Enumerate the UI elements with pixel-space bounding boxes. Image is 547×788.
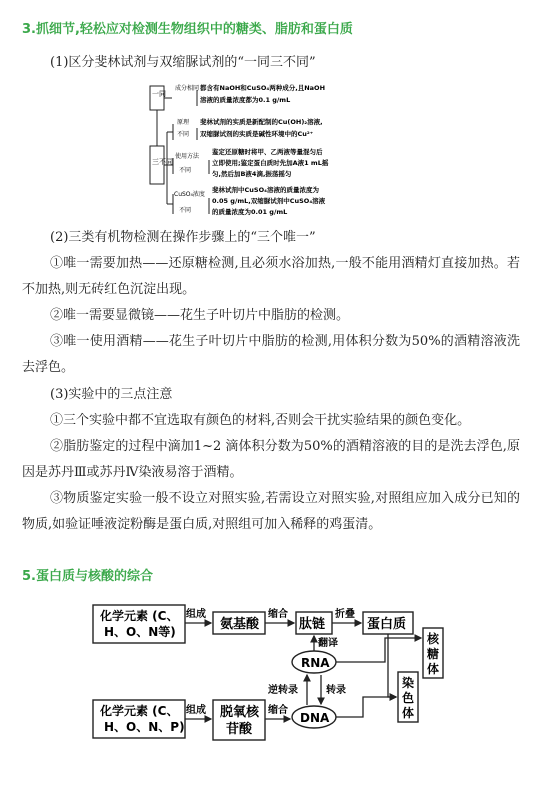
deoxy-line1: 脱氧核 [220, 705, 260, 720]
principle-label: 原理 [177, 119, 190, 126]
elem1-line2: H、O、N等) [104, 625, 176, 639]
method-text-1: 鉴定还原糖时将甲、乙两液等量混匀后 [212, 148, 323, 156]
p2-item-c: ③唯一使用酒精——花生子叶切片中脂肪的检测,用体积分数为50%的酒精溶液洗去浮色。 [22, 334, 520, 375]
reverse-transcribe-label: 逆转录 [268, 685, 298, 696]
conc-label: CuSO₄浓度 [174, 191, 205, 198]
transcribe-label: 转录 [326, 685, 346, 696]
elem2-line1: 化学元素 (C、 [100, 704, 179, 718]
elem1-line1: 化学元素 (C、 [100, 609, 179, 623]
fold-label: 折叠 [335, 609, 355, 620]
condense-label-1: 缩合 [268, 609, 288, 620]
dna: DNA [300, 711, 330, 725]
peptide-chain: 肽链 [299, 617, 326, 632]
chromosome-char-1: 染 [402, 676, 415, 690]
section5-title: 5.蛋白质与核酸的综合 [22, 569, 153, 584]
conc-text-1: 斐林试剂中CuSO₄溶液的质量浓度为 [212, 186, 319, 194]
conc-diff: 不同 [179, 207, 192, 214]
p3-item-b: ②脂肪鉴定的过程中滴加1~2 滴体积分数为50%的酒精溶液的目的是洗去浮色,原因是苏丹Ⅲ或苏丹Ⅳ染液易溶于酒精。 [22, 439, 520, 480]
ribosome-char-2: 糖 [427, 647, 440, 661]
deoxy-line2: 苷酸 [226, 722, 253, 737]
form-label-1: 组成 [186, 609, 206, 620]
elem2-line2: H、O、N、P) [104, 720, 185, 734]
condense-label-2: 缩合 [268, 705, 288, 716]
protein-nucleic-diagram [88, 600, 458, 750]
one-same-label: 一同 [152, 90, 166, 98]
form-label-2: 组成 [186, 705, 206, 716]
amino-acid: 氨基酸 [220, 617, 260, 632]
same-text-1: 都含有NaOH和CuSO₄两种成分,且NaOH [200, 84, 326, 92]
principle-text-2: 双缩脲试剂的实质是碱性环境中的Cu²⁺ [200, 130, 314, 138]
method-label: 使用方法 [175, 153, 200, 160]
chromosome-char-3: 体 [402, 706, 415, 720]
ribosome-char-1: 核 [427, 632, 440, 646]
three-diff-label: 三不同 [152, 158, 173, 166]
principle-text-1: 斐林试剂的实质是新配制的Cu(OH)₂溶液, [200, 118, 323, 126]
p2-item-a: ①唯一需要加热——还原糖检测,且必须水浴加热,一般不能用酒精灯直接加热。若不加热,则无砖红色沉淀出现。 [22, 256, 520, 297]
rna: RNA [301, 656, 330, 670]
conc-text-2: 0.05 g/mL,双缩脲试剂中CuSO₄溶液 [212, 197, 326, 205]
same-label: 成分相同 [175, 85, 200, 92]
method-diff: 不同 [179, 167, 192, 174]
same-text-2: 溶液的质量浓度都为0.1 g/mL [200, 96, 291, 104]
section3-title: 3.抓细节,轻松应对检测生物组织中的糖类、脂肪和蛋白质 [22, 22, 353, 37]
p3-title: (3)实验中的三点注意 [50, 387, 173, 402]
p3-item-c: ③物质鉴定实验一般不设立对照实验,若需设立对照实验,对照组应加入成分已知的物质,如验证唾液淀粉酶是蛋白质,对照组可加入稀释的鸡蛋清。 [22, 491, 520, 532]
p2-item-b: ②唯一需要显微镜——花生子叶切片中脂肪的检测。 [50, 308, 350, 323]
translate-label: 翻译 [318, 638, 338, 649]
principle-diff: 不同 [177, 131, 190, 138]
chromosome-char-2: 色 [402, 691, 415, 705]
protein: 蛋白质 [367, 617, 407, 632]
p3-item-a: ①三个实验中都不宜选取有颜色的材料,否则会干扰实验结果的颜色变化。 [50, 413, 471, 428]
p1-title: (1)区分斐林试剂与双缩脲试剂的“一同三不同” [50, 55, 316, 70]
p2-title: (2)三类有机物检测在操作步骤上的“三个唯一” [50, 230, 316, 245]
reagent-diagram [145, 76, 380, 220]
ribosome-char-3: 体 [427, 662, 440, 676]
method-text-3: 匀,然后加B液4滴,振荡摇匀 [212, 170, 292, 178]
method-text-2: 立即使用;鉴定蛋白质时先加A液1 mL摇 [212, 159, 329, 167]
conc-text-3: 的质量浓度为0.01 g/mL [212, 208, 288, 216]
